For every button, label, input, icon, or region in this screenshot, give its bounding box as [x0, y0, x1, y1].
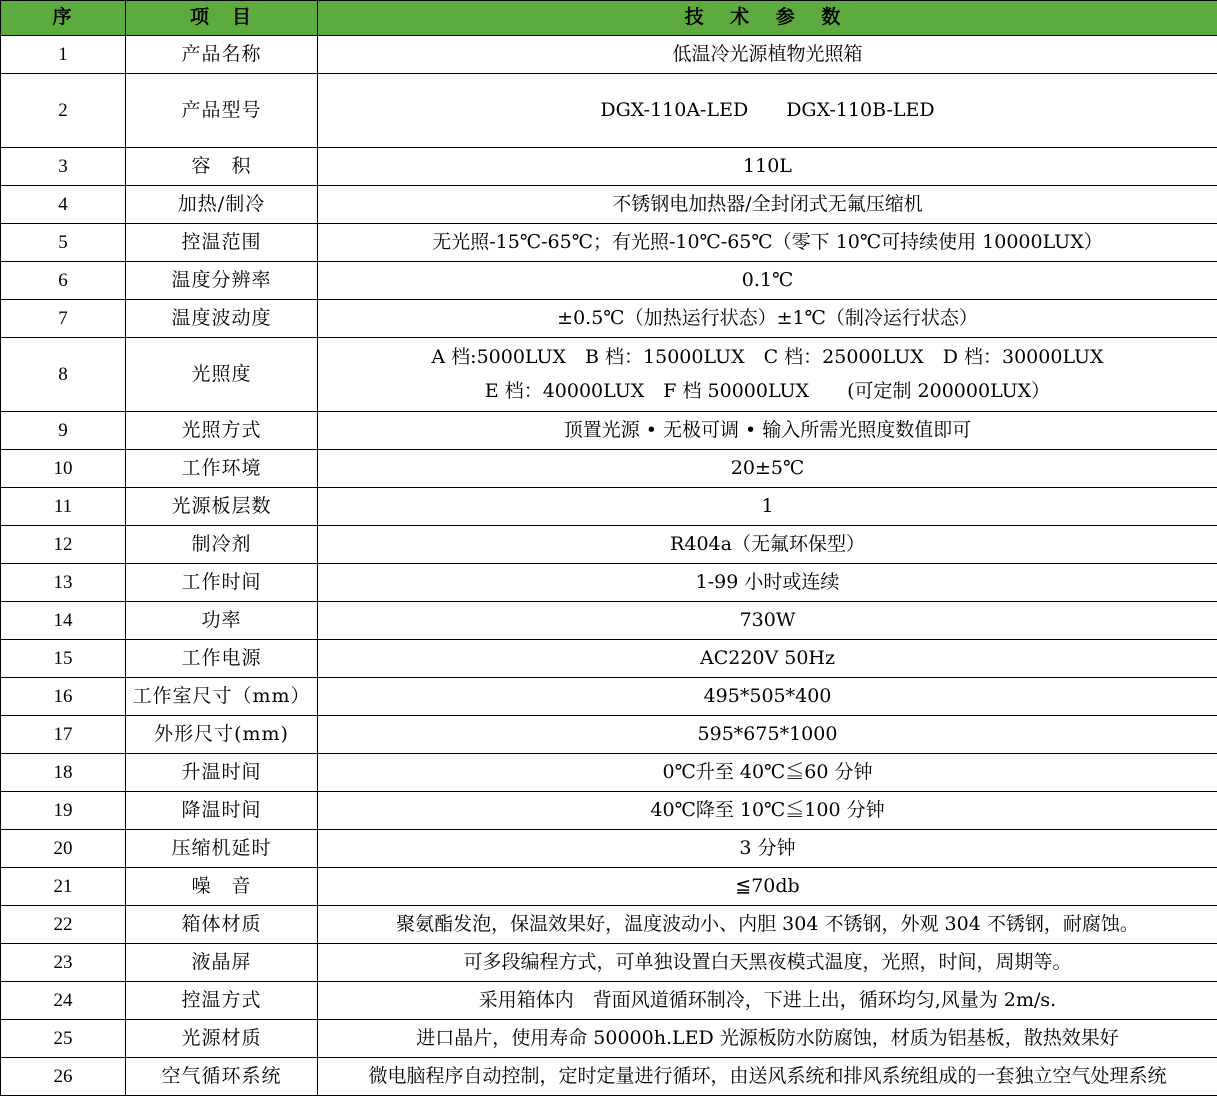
- row-item: 工作室尺寸（mm）: [126, 678, 318, 716]
- row-no: 20: [1, 830, 126, 868]
- row-param: 微电脑程序自动控制，定时定量进行循环，由送风系统和排风系统组成的一套独立空气处理系统: [318, 1058, 1217, 1096]
- row-param: 聚氨酯发泡，保温效果好，温度波动小、内胆 304 不锈钢，外观 304 不锈钢，耐腐蚀。: [318, 906, 1217, 944]
- table-row: [1, 1058, 1217, 1096]
- table-row: [1, 450, 1217, 488]
- table-header-row: [1, 1, 1217, 36]
- row-no: 8: [1, 338, 126, 412]
- row-item: 光照度: [126, 338, 318, 412]
- row-no: 17: [1, 716, 126, 754]
- row-item: 产品型号: [126, 74, 318, 148]
- row-param-line: A 档:5000LUX B 档：15000LUX C 档：25000LUX D 档：30000LUX: [431, 345, 1104, 368]
- row-param: 进口晶片，使用寿命 50000h.LED 光源板防水防腐蚀，材质为铝基板，散热效果好: [318, 1020, 1217, 1058]
- row-param: 顶置光源 • 无极可调 • 输入所需光照度数值即可: [318, 412, 1217, 450]
- row-param: [318, 338, 1217, 412]
- row-param: 低温冷光源植物光照箱: [318, 36, 1217, 74]
- table-row: [1, 148, 1217, 186]
- row-param: R404a（无氟环保型）: [318, 526, 1217, 564]
- row-no: 25: [1, 1020, 126, 1058]
- row-no: 12: [1, 526, 126, 564]
- table-row: [1, 564, 1217, 602]
- row-no: 6: [1, 262, 126, 300]
- table-row: [1, 186, 1217, 224]
- row-no: 2: [1, 74, 126, 148]
- row-param: DGX-110A-LED DGX-110B-LED: [318, 74, 1217, 148]
- table-row: [1, 262, 1217, 300]
- table-row: [1, 74, 1217, 148]
- row-item: 液晶屏: [126, 944, 318, 982]
- row-no: 7: [1, 300, 126, 338]
- table-row: [1, 678, 1217, 716]
- row-item: 降温时间: [126, 792, 318, 830]
- table-row: [1, 640, 1217, 678]
- row-param: 595*675*1000: [318, 716, 1217, 754]
- row-item: 光源板层数: [126, 488, 318, 526]
- table-row: [1, 602, 1217, 640]
- table-row: [1, 36, 1217, 74]
- row-no: 16: [1, 678, 126, 716]
- table-row: [1, 792, 1217, 830]
- row-no: 13: [1, 564, 126, 602]
- table-row: [1, 300, 1217, 338]
- row-no: 4: [1, 186, 126, 224]
- row-no: 19: [1, 792, 126, 830]
- row-param: 无光照-15℃-65℃；有光照-10℃-65℃（零下 10℃可持续使用 10000LUX）: [318, 224, 1217, 262]
- table-row: [1, 716, 1217, 754]
- row-item: 容 积: [126, 148, 318, 186]
- row-no: 22: [1, 906, 126, 944]
- row-no: 1: [1, 36, 126, 74]
- row-no: 15: [1, 640, 126, 678]
- table-row: [1, 338, 1217, 412]
- table-row: [1, 488, 1217, 526]
- row-param: 1-99 小时或连续: [318, 564, 1217, 602]
- row-no: 18: [1, 754, 126, 792]
- table-row: [1, 906, 1217, 944]
- row-item: 箱体材质: [126, 906, 318, 944]
- row-item: 光照方式: [126, 412, 318, 450]
- row-param: 495*505*400: [318, 678, 1217, 716]
- table-row: [1, 412, 1217, 450]
- row-no: 5: [1, 224, 126, 262]
- row-param: 730W: [318, 602, 1217, 640]
- row-item: 工作时间: [126, 564, 318, 602]
- row-no: 3: [1, 148, 126, 186]
- row-param: 可多段编程方式，可单独设置白天黑夜模式温度，光照，时间，周期等。: [318, 944, 1217, 982]
- header-no: 序: [1, 1, 126, 36]
- header-param: 技 术 参 数: [318, 1, 1217, 36]
- row-item: 控温方式: [126, 982, 318, 1020]
- row-item: 工作环境: [126, 450, 318, 488]
- table-row: [1, 868, 1217, 906]
- header-item: 项 目: [126, 1, 318, 36]
- row-item: 产品名称: [126, 36, 318, 74]
- row-item: 功率: [126, 602, 318, 640]
- row-param: ≦70db: [318, 868, 1217, 906]
- row-item: 温度波动度: [126, 300, 318, 338]
- row-param: 110L: [318, 148, 1217, 186]
- row-item: 温度分辨率: [126, 262, 318, 300]
- row-no: 11: [1, 488, 126, 526]
- table-row: [1, 830, 1217, 868]
- row-item: 外形尺寸(mm): [126, 716, 318, 754]
- row-no: 14: [1, 602, 126, 640]
- row-item: 控温范围: [126, 224, 318, 262]
- row-param-line: E 档：40000LUX F 档 50000LUX (可定制 200000LUX）: [484, 379, 1051, 402]
- row-param: 40℃降至 10℃≦100 分钟: [318, 792, 1217, 830]
- row-param: 0.1℃: [318, 262, 1217, 300]
- row-no: 9: [1, 412, 126, 450]
- row-param: 0℃升至 40℃≦60 分钟: [318, 754, 1217, 792]
- row-item: 噪 音: [126, 868, 318, 906]
- row-item: 升温时间: [126, 754, 318, 792]
- row-item: 光源材质: [126, 1020, 318, 1058]
- row-param: AC220V 50Hz: [318, 640, 1217, 678]
- row-param: 采用箱体内 背面风道循环制冷，下进上出，循环均匀,风量为 2m/s.: [318, 982, 1217, 1020]
- row-no: 26: [1, 1058, 126, 1096]
- row-param: 3 分钟: [318, 830, 1217, 868]
- table-row: [1, 224, 1217, 262]
- row-no: 24: [1, 982, 126, 1020]
- table-row: [1, 944, 1217, 982]
- row-no: 10: [1, 450, 126, 488]
- table-row: [1, 1020, 1217, 1058]
- table-row: [1, 754, 1217, 792]
- row-item: 制冷剂: [126, 526, 318, 564]
- row-param: ±0.5℃（加热运行状态）±1℃（制冷运行状态）: [318, 300, 1217, 338]
- row-item: 压缩机延时: [126, 830, 318, 868]
- row-param: 20±5℃: [318, 450, 1217, 488]
- row-item: 空气循环系统: [126, 1058, 318, 1096]
- row-no: 23: [1, 944, 126, 982]
- table-row: [1, 526, 1217, 564]
- table-row: [1, 982, 1217, 1020]
- row-param: 不锈钢电加热器/全封闭式无氟压缩机: [318, 186, 1217, 224]
- row-no: 21: [1, 868, 126, 906]
- row-param: 1: [318, 488, 1217, 526]
- row-item: 加热/制冷: [126, 186, 318, 224]
- row-item: 工作电源: [126, 640, 318, 678]
